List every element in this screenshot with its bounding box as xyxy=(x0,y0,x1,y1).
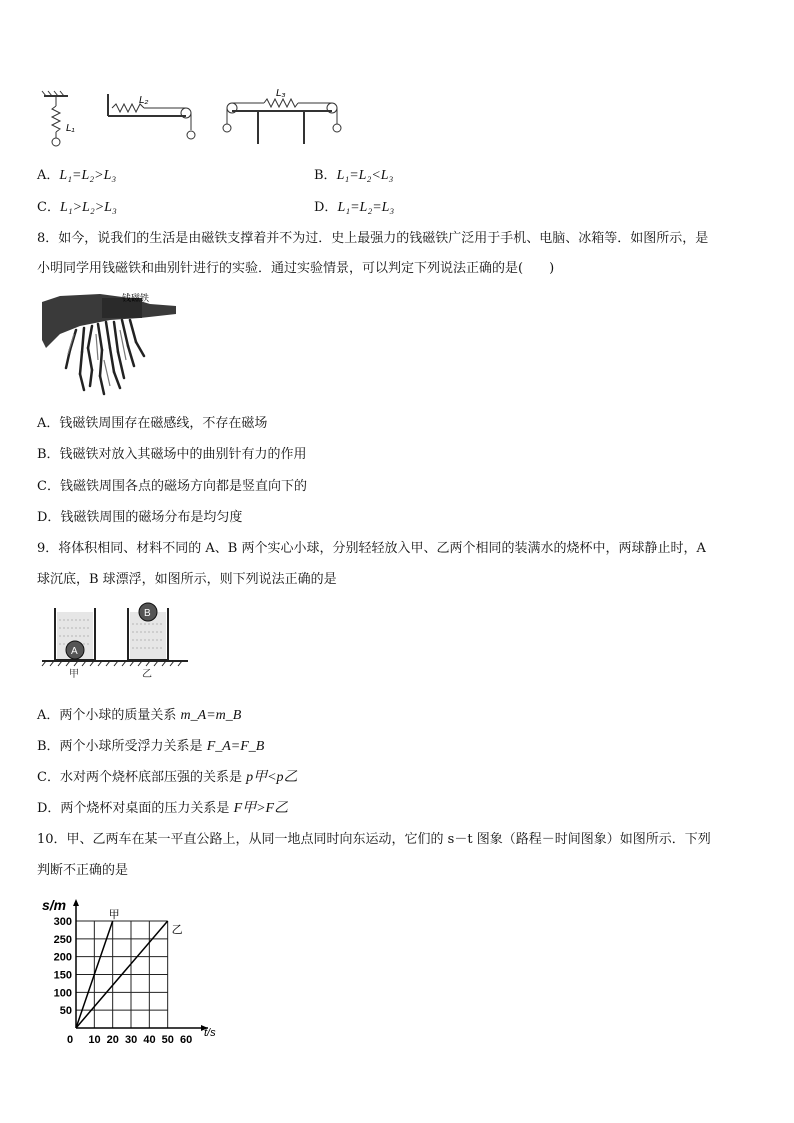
x-tick-label: 0 xyxy=(67,1034,74,1046)
q9-option-b: B．两个小球所受浮力关系是 F_A=F_B xyxy=(37,739,265,754)
y-axis-arrow xyxy=(73,899,79,906)
q8-stem-line1: 8．如今，说我们的生活是由磁铁支撑着并不为过．史上最强力的钱磁铁广泛用于手机、电脑、冰箱等．如图所示，是 xyxy=(37,231,709,246)
y-axis-label: s/m xyxy=(42,897,67,913)
q9-stem-line1: 9．将体积相同、材料不同的 A、B 两个实心小球，分别轻轻放入甲、乙两个相同的装满水的烧杯中，两球静止时，A xyxy=(37,541,706,556)
beaker-jia-label: 甲 xyxy=(69,669,79,680)
magnet-photo xyxy=(40,290,178,402)
q7-option-c: C．L₁>L₂>L₃ xyxy=(37,200,117,215)
q10-stem-line1: 10．甲、乙两车在某一平直公路上，从同一地点同时向东运动，它们的 s－t 图象（路程－时间图象）如图所示．下列 xyxy=(37,832,711,847)
ball-a-label: A xyxy=(71,646,78,657)
x-tick-label: 60 xyxy=(180,1034,193,1046)
q8-option-a: A．钱磁铁周围存在磁感线，不存在磁场 xyxy=(37,416,268,431)
st-chart xyxy=(38,893,218,1051)
q9-option-c: C．水对两个烧杯底部压强的关系是 p甲<p乙 xyxy=(37,770,298,785)
y-tick-label: 50 xyxy=(59,1005,72,1018)
beaker-figure xyxy=(40,600,190,680)
spring-figure xyxy=(36,86,346,150)
ball-b-label: B xyxy=(144,608,151,619)
magnet-label: 钱磁铁 xyxy=(122,293,150,303)
l3-label: L₃ xyxy=(276,88,286,99)
q7-option-b: B．L₁=L₂<L₃ xyxy=(314,168,394,183)
q9-option-d: D．两个烧杯对桌面的压力关系是 F甲>F乙 xyxy=(37,801,289,816)
q8-stem-line2: 小明同学用钱磁铁和曲别针进行的实验．通过实验情景，可以判定下列说法正确的是( ) xyxy=(37,261,555,276)
x-tick-label: 30 xyxy=(125,1034,138,1046)
l1-label: L₁ xyxy=(66,123,75,134)
q8-option-c: C．钱磁铁周围各点的磁场方向都是竖直向下的 xyxy=(37,479,307,494)
x-tick-label: 50 xyxy=(161,1034,174,1046)
beaker-yi-label: 乙 xyxy=(142,669,152,680)
series-label-yi: 乙 xyxy=(171,924,183,936)
x-tick-label: 40 xyxy=(143,1034,156,1046)
y-tick-label: 250 xyxy=(53,933,72,946)
q7-option-a: A．L₁=L₂>L₃ xyxy=(37,168,117,183)
l2-label: L₂ xyxy=(139,95,149,106)
x-tick-label: 10 xyxy=(88,1034,101,1046)
x-axis-label: t/s xyxy=(204,1027,216,1039)
y-tick-label: 300 xyxy=(53,916,72,928)
q10-stem-line2: 判断不正确的是 xyxy=(37,863,129,878)
y-tick-label: 100 xyxy=(53,987,72,1000)
x-tick-label: 20 xyxy=(106,1034,119,1046)
series-label-jia: 甲 xyxy=(108,909,120,921)
q9-option-a: A．两个小球的质量关系 m_A=m_B xyxy=(37,708,242,723)
q7-option-d: D．L₁=L₂=L₃ xyxy=(314,200,395,215)
y-tick-label: 150 xyxy=(53,969,72,982)
q9-stem-line2: 球沉底，B 球漂浮，如图所示，则下列说法正确的是 xyxy=(37,572,337,587)
y-tick-label: 200 xyxy=(53,951,72,964)
q8-option-b: B．钱磁铁对放入其磁场中的曲别针有力的作用 xyxy=(37,447,307,462)
q8-option-d: D．钱磁铁周围的磁场分布是均匀度 xyxy=(37,510,243,525)
